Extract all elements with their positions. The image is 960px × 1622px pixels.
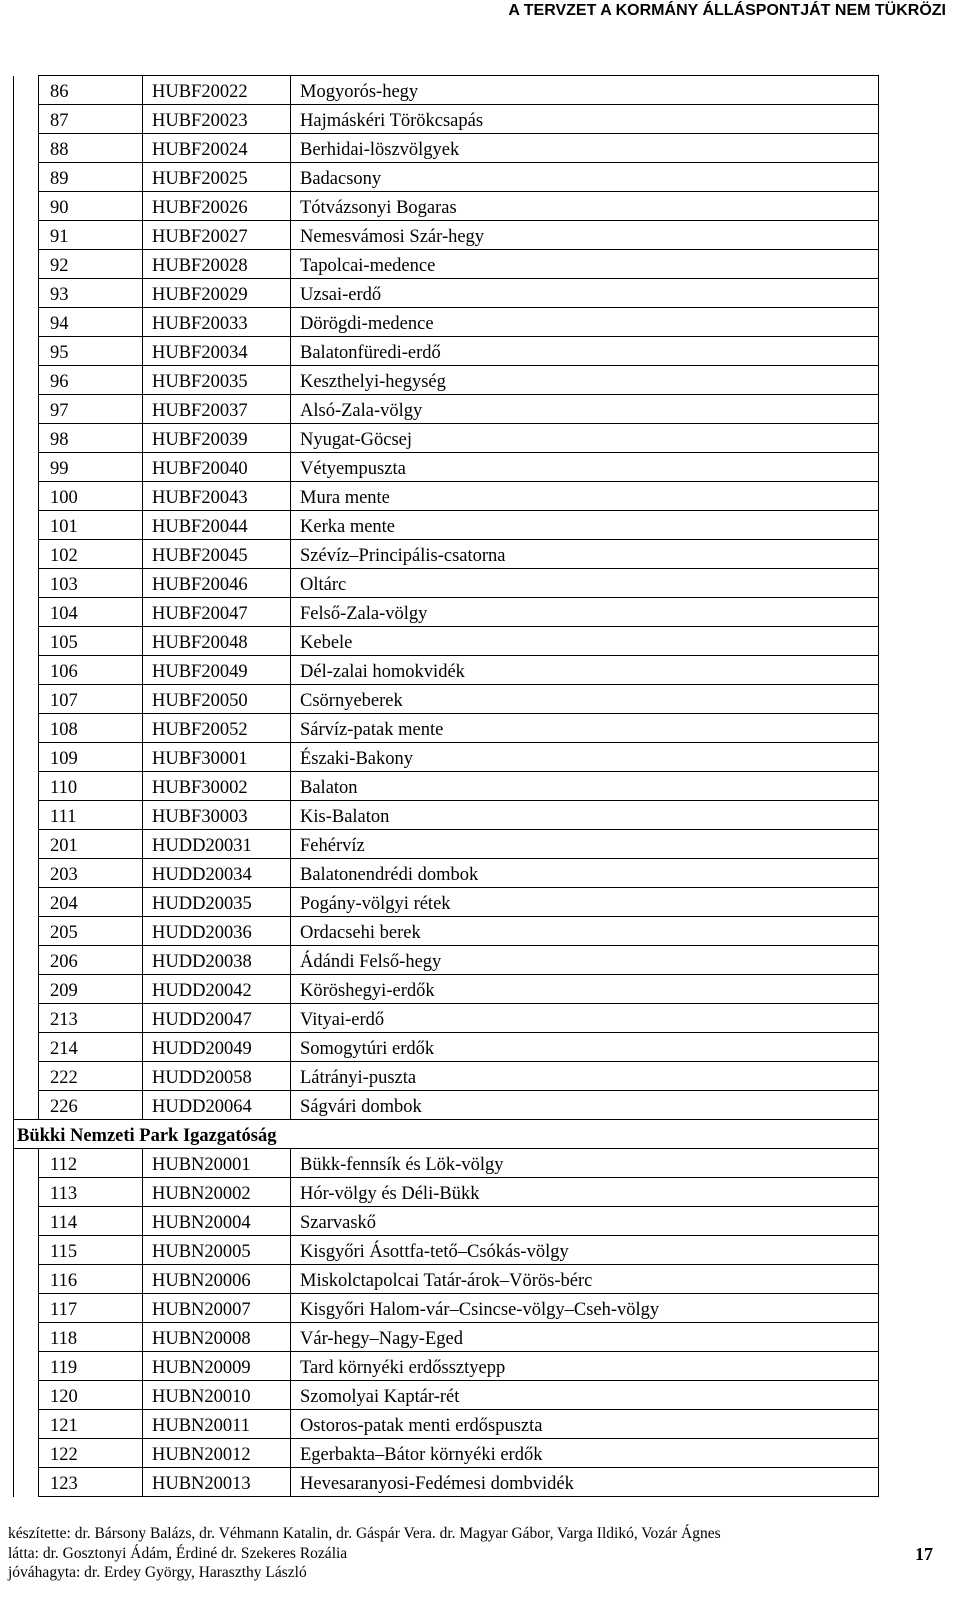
table-row bbox=[14, 424, 879, 453]
site-name: Balatonendrédi dombok bbox=[291, 859, 879, 888]
row-number: 204 bbox=[39, 888, 143, 917]
site-code: HUBF20047 bbox=[143, 598, 291, 627]
site-code: HUBF20040 bbox=[143, 453, 291, 482]
site-code: HUBN20002 bbox=[143, 1178, 291, 1207]
site-name: Ádándi Felső-hegy bbox=[291, 946, 879, 975]
row-number: 104 bbox=[39, 598, 143, 627]
page-number: 17 bbox=[915, 1544, 933, 1564]
site-code: HUBF20029 bbox=[143, 279, 291, 308]
row-indent bbox=[14, 1294, 39, 1323]
row-indent bbox=[14, 1062, 39, 1091]
section-title: Bükki Nemzeti Park Igazgatóság bbox=[14, 1120, 879, 1149]
site-code: HUBF20039 bbox=[143, 424, 291, 453]
table-row bbox=[14, 917, 879, 946]
table-row bbox=[14, 569, 879, 598]
row-indent bbox=[14, 1207, 39, 1236]
row-number: 206 bbox=[39, 946, 143, 975]
row-number: 120 bbox=[39, 1381, 143, 1410]
row-indent bbox=[14, 192, 39, 221]
table-row bbox=[14, 946, 879, 975]
table-row bbox=[14, 685, 879, 714]
row-number: 205 bbox=[39, 917, 143, 946]
row-indent bbox=[14, 1033, 39, 1062]
site-name: Északi-Bakony bbox=[291, 743, 879, 772]
site-name: Ordacsehi berek bbox=[291, 917, 879, 946]
row-number: 115 bbox=[39, 1236, 143, 1265]
site-name: Tapolcai-medence bbox=[291, 250, 879, 279]
site-code: HUBN20006 bbox=[143, 1265, 291, 1294]
row-indent bbox=[14, 134, 39, 163]
site-code: HUBN20009 bbox=[143, 1352, 291, 1381]
site-name: Hór-völgy és Déli-Bükk bbox=[291, 1178, 879, 1207]
table-row bbox=[14, 975, 879, 1004]
site-name: Egerbakta–Bátor környéki erdők bbox=[291, 1439, 879, 1468]
site-name: Somogytúri erdők bbox=[291, 1033, 879, 1062]
table-row bbox=[14, 1323, 879, 1352]
site-name: Dél-zalai homokvidék bbox=[291, 656, 879, 685]
row-number: 98 bbox=[39, 424, 143, 453]
row-number: 109 bbox=[39, 743, 143, 772]
table-row bbox=[14, 1178, 879, 1207]
site-code: HUBF30003 bbox=[143, 801, 291, 830]
site-name: Szévíz–Principális-csatorna bbox=[291, 540, 879, 569]
site-name: Nyugat-Göcsej bbox=[291, 424, 879, 453]
table-row bbox=[14, 1265, 879, 1294]
row-number: 99 bbox=[39, 453, 143, 482]
site-code: HUBF20052 bbox=[143, 714, 291, 743]
row-indent bbox=[14, 975, 39, 1004]
row-indent bbox=[14, 569, 39, 598]
site-name: Vár-hegy–Nagy-Eged bbox=[291, 1323, 879, 1352]
table-row bbox=[14, 830, 879, 859]
site-code: HUBF20025 bbox=[143, 163, 291, 192]
row-indent bbox=[14, 163, 39, 192]
site-code: HUBF20046 bbox=[143, 569, 291, 598]
row-number: 121 bbox=[39, 1410, 143, 1439]
site-code: HUDD20064 bbox=[143, 1091, 291, 1120]
row-number: 97 bbox=[39, 395, 143, 424]
row-number: 107 bbox=[39, 685, 143, 714]
table-row bbox=[14, 250, 879, 279]
row-indent bbox=[14, 540, 39, 569]
row-indent bbox=[14, 685, 39, 714]
row-number: 118 bbox=[39, 1323, 143, 1352]
table-row bbox=[14, 1004, 879, 1033]
row-number: 94 bbox=[39, 308, 143, 337]
table-row bbox=[14, 1381, 879, 1410]
row-number: 108 bbox=[39, 714, 143, 743]
table-row bbox=[14, 1410, 879, 1439]
site-name: Miskolctapolcai Tatár-árok–Vörös-bérc bbox=[291, 1265, 879, 1294]
footer-reviewed-by: látta: dr. Gosztonyi Ádám, Érdiné dr. Szekeres Rozália bbox=[8, 1544, 348, 1562]
table-row bbox=[14, 366, 879, 395]
site-code: HUBF20033 bbox=[143, 308, 291, 337]
site-code: HUBF20045 bbox=[143, 540, 291, 569]
site-name: Keszthelyi-hegység bbox=[291, 366, 879, 395]
site-name: Balatonfüredi-erdő bbox=[291, 337, 879, 366]
row-number: 214 bbox=[39, 1033, 143, 1062]
site-name: Vétyempuszta bbox=[291, 453, 879, 482]
table-row bbox=[14, 540, 879, 569]
site-name: Fehérvíz bbox=[291, 830, 879, 859]
site-code: HUBF30002 bbox=[143, 772, 291, 801]
table-row bbox=[14, 1236, 879, 1265]
table-row bbox=[14, 308, 879, 337]
site-name: Mogyorós-hegy bbox=[291, 76, 879, 105]
site-name: Kis-Balaton bbox=[291, 801, 879, 830]
site-name: Oltárc bbox=[291, 569, 879, 598]
site-code: HUDD20034 bbox=[143, 859, 291, 888]
row-indent bbox=[14, 1410, 39, 1439]
footer-approved-by: jóváhagyta: dr. Erdey György, Haraszthy László bbox=[8, 1564, 307, 1581]
table-row bbox=[14, 1149, 879, 1178]
table-row bbox=[14, 627, 879, 656]
table-row bbox=[14, 395, 879, 424]
natura-sites-table bbox=[13, 75, 879, 1497]
site-name: Köröshegyi-erdők bbox=[291, 975, 879, 1004]
row-indent bbox=[14, 337, 39, 366]
row-number: 103 bbox=[39, 569, 143, 598]
row-indent bbox=[14, 1323, 39, 1352]
row-indent bbox=[14, 1468, 39, 1497]
site-code: HUBF20043 bbox=[143, 482, 291, 511]
row-indent bbox=[14, 946, 39, 975]
row-number: 226 bbox=[39, 1091, 143, 1120]
site-name: Felső-Zala-völgy bbox=[291, 598, 879, 627]
row-number: 95 bbox=[39, 337, 143, 366]
row-indent bbox=[14, 598, 39, 627]
site-name: Csörnyeberek bbox=[291, 685, 879, 714]
table-row bbox=[14, 337, 879, 366]
row-indent bbox=[14, 279, 39, 308]
site-code: HUBN20011 bbox=[143, 1410, 291, 1439]
site-name: Dörögdi-medence bbox=[291, 308, 879, 337]
site-name: Alsó-Zala-völgy bbox=[291, 395, 879, 424]
site-name: Vityai-erdő bbox=[291, 1004, 879, 1033]
table-row bbox=[14, 888, 879, 917]
table-row bbox=[14, 482, 879, 511]
row-indent bbox=[14, 656, 39, 685]
site-code: HUBF20026 bbox=[143, 192, 291, 221]
site-code: HUDD20036 bbox=[143, 917, 291, 946]
row-indent bbox=[14, 366, 39, 395]
row-number: 122 bbox=[39, 1439, 143, 1468]
site-name: Mura mente bbox=[291, 482, 879, 511]
table-row bbox=[14, 1207, 879, 1236]
footer-prepared-by: készítette: dr. Bársony Balázs, dr. Véhmann Katalin, dr. Gáspár Vera. dr. Magyar Gábor, Varga Ildikó, Vozár Ágnes bbox=[8, 1525, 721, 1542]
row-indent bbox=[14, 888, 39, 917]
table-row bbox=[14, 1439, 879, 1468]
row-indent bbox=[14, 1265, 39, 1294]
row-number: 110 bbox=[39, 772, 143, 801]
site-code: HUBF20037 bbox=[143, 395, 291, 424]
table-row bbox=[14, 743, 879, 772]
site-code: HUBF20049 bbox=[143, 656, 291, 685]
row-indent bbox=[14, 772, 39, 801]
row-indent bbox=[14, 714, 39, 743]
row-number: 213 bbox=[39, 1004, 143, 1033]
row-indent bbox=[14, 917, 39, 946]
row-number: 93 bbox=[39, 279, 143, 308]
row-number: 222 bbox=[39, 1062, 143, 1091]
row-indent bbox=[14, 1439, 39, 1468]
table-row bbox=[14, 105, 879, 134]
row-number: 111 bbox=[39, 801, 143, 830]
site-code: HUBN20004 bbox=[143, 1207, 291, 1236]
table-row bbox=[14, 598, 879, 627]
site-name: Tótvázsonyi Bogaras bbox=[291, 192, 879, 221]
site-code: HUDD20038 bbox=[143, 946, 291, 975]
row-indent bbox=[14, 221, 39, 250]
table-row bbox=[14, 134, 879, 163]
row-indent bbox=[14, 1178, 39, 1207]
site-code: HUBN20001 bbox=[143, 1149, 291, 1178]
site-code: HUDD20049 bbox=[143, 1033, 291, 1062]
table-row bbox=[14, 801, 879, 830]
site-code: HUBF20027 bbox=[143, 221, 291, 250]
site-code: HUBF20028 bbox=[143, 250, 291, 279]
document-header: A TERVZET A KORMÁNY ÁLLÁSPONTJÁT NEM TÜKRÖZI bbox=[508, 2, 946, 19]
site-code: HUBF30001 bbox=[143, 743, 291, 772]
section-row bbox=[14, 1120, 879, 1149]
row-indent bbox=[14, 1004, 39, 1033]
row-indent bbox=[14, 743, 39, 772]
site-code: HUDD20035 bbox=[143, 888, 291, 917]
site-name: Szomolyai Kaptár-rét bbox=[291, 1381, 879, 1410]
row-number: 100 bbox=[39, 482, 143, 511]
site-name: Kisgyőri Ásottfa-tető–Csókás-völgy bbox=[291, 1236, 879, 1265]
row-indent bbox=[14, 250, 39, 279]
table-row bbox=[14, 714, 879, 743]
table-row bbox=[14, 279, 879, 308]
row-number: 114 bbox=[39, 1207, 143, 1236]
row-indent bbox=[14, 395, 39, 424]
row-number: 117 bbox=[39, 1294, 143, 1323]
site-code: HUBN20008 bbox=[143, 1323, 291, 1352]
row-indent bbox=[14, 482, 39, 511]
site-code: HUDD20042 bbox=[143, 975, 291, 1004]
document-footer bbox=[8, 1524, 721, 1583]
row-number: 87 bbox=[39, 105, 143, 134]
row-number: 123 bbox=[39, 1468, 143, 1497]
row-indent bbox=[14, 1352, 39, 1381]
row-indent bbox=[14, 627, 39, 656]
row-number: 203 bbox=[39, 859, 143, 888]
row-indent bbox=[14, 76, 39, 105]
row-indent bbox=[14, 105, 39, 134]
row-number: 86 bbox=[39, 76, 143, 105]
site-name: Kebele bbox=[291, 627, 879, 656]
site-name: Kerka mente bbox=[291, 511, 879, 540]
site-code: HUBF20034 bbox=[143, 337, 291, 366]
table-body bbox=[14, 76, 879, 1497]
site-name: Nemesvámosi Szár-hegy bbox=[291, 221, 879, 250]
site-code: HUBF20050 bbox=[143, 685, 291, 714]
table-row bbox=[14, 1033, 879, 1062]
site-name: Látrányi-puszta bbox=[291, 1062, 879, 1091]
site-code: HUBF20024 bbox=[143, 134, 291, 163]
site-code: HUDD20047 bbox=[143, 1004, 291, 1033]
row-number: 106 bbox=[39, 656, 143, 685]
row-indent bbox=[14, 424, 39, 453]
row-number: 112 bbox=[39, 1149, 143, 1178]
site-name: Badacsony bbox=[291, 163, 879, 192]
site-code: HUBN20007 bbox=[143, 1294, 291, 1323]
table-row bbox=[14, 76, 879, 105]
site-name: Uzsai-erdő bbox=[291, 279, 879, 308]
row-indent bbox=[14, 1381, 39, 1410]
site-name: Pogány-völgyi rétek bbox=[291, 888, 879, 917]
site-code: HUDD20031 bbox=[143, 830, 291, 859]
row-number: 89 bbox=[39, 163, 143, 192]
row-indent bbox=[14, 1236, 39, 1265]
row-number: 102 bbox=[39, 540, 143, 569]
row-indent bbox=[14, 801, 39, 830]
table-row bbox=[14, 192, 879, 221]
site-code: HUBN20012 bbox=[143, 1439, 291, 1468]
table-row bbox=[14, 1062, 879, 1091]
row-number: 209 bbox=[39, 975, 143, 1004]
row-indent bbox=[14, 1091, 39, 1120]
table-row bbox=[14, 453, 879, 482]
table-row bbox=[14, 772, 879, 801]
row-number: 90 bbox=[39, 192, 143, 221]
row-number: 88 bbox=[39, 134, 143, 163]
row-number: 113 bbox=[39, 1178, 143, 1207]
row-number: 92 bbox=[39, 250, 143, 279]
site-name: Hevesaranyosi-Fedémesi dombvidék bbox=[291, 1468, 879, 1497]
row-number: 116 bbox=[39, 1265, 143, 1294]
table-row bbox=[14, 1294, 879, 1323]
site-code: HUBN20013 bbox=[143, 1468, 291, 1497]
row-indent bbox=[14, 308, 39, 337]
row-indent bbox=[14, 830, 39, 859]
table-row bbox=[14, 1468, 879, 1497]
site-name: Kisgyőri Halom-vár–Csincse-völgy–Cseh-völgy bbox=[291, 1294, 879, 1323]
row-indent bbox=[14, 453, 39, 482]
site-code: HUDD20058 bbox=[143, 1062, 291, 1091]
row-number: 201 bbox=[39, 830, 143, 859]
site-name: Ságvári dombok bbox=[291, 1091, 879, 1120]
site-name: Bükk-fennsík és Lök-völgy bbox=[291, 1149, 879, 1178]
site-code: HUBN20005 bbox=[143, 1236, 291, 1265]
site-code: HUBN20010 bbox=[143, 1381, 291, 1410]
site-code: HUBF20022 bbox=[143, 76, 291, 105]
row-number: 91 bbox=[39, 221, 143, 250]
site-name: Balaton bbox=[291, 772, 879, 801]
site-name: Sárvíz-patak mente bbox=[291, 714, 879, 743]
table-row bbox=[14, 163, 879, 192]
site-name: Berhidai-löszvölgyek bbox=[291, 134, 879, 163]
row-number: 96 bbox=[39, 366, 143, 395]
table-row bbox=[14, 221, 879, 250]
row-number: 105 bbox=[39, 627, 143, 656]
site-code: HUBF20044 bbox=[143, 511, 291, 540]
row-indent bbox=[14, 1149, 39, 1178]
site-code: HUBF20035 bbox=[143, 366, 291, 395]
row-number: 101 bbox=[39, 511, 143, 540]
row-indent bbox=[14, 859, 39, 888]
table-row bbox=[14, 656, 879, 685]
site-name: Ostoros-patak menti erdőspuszta bbox=[291, 1410, 879, 1439]
site-name: Hajmáskéri Törökcsapás bbox=[291, 105, 879, 134]
row-indent bbox=[14, 511, 39, 540]
table-row bbox=[14, 1091, 879, 1120]
row-number: 119 bbox=[39, 1352, 143, 1381]
site-code: HUBF20048 bbox=[143, 627, 291, 656]
site-name: Szarvaskő bbox=[291, 1207, 879, 1236]
table-row bbox=[14, 511, 879, 540]
table-row bbox=[14, 859, 879, 888]
site-name: Tard környéki erdőssztyepp bbox=[291, 1352, 879, 1381]
site-code: HUBF20023 bbox=[143, 105, 291, 134]
table-row bbox=[14, 1352, 879, 1381]
